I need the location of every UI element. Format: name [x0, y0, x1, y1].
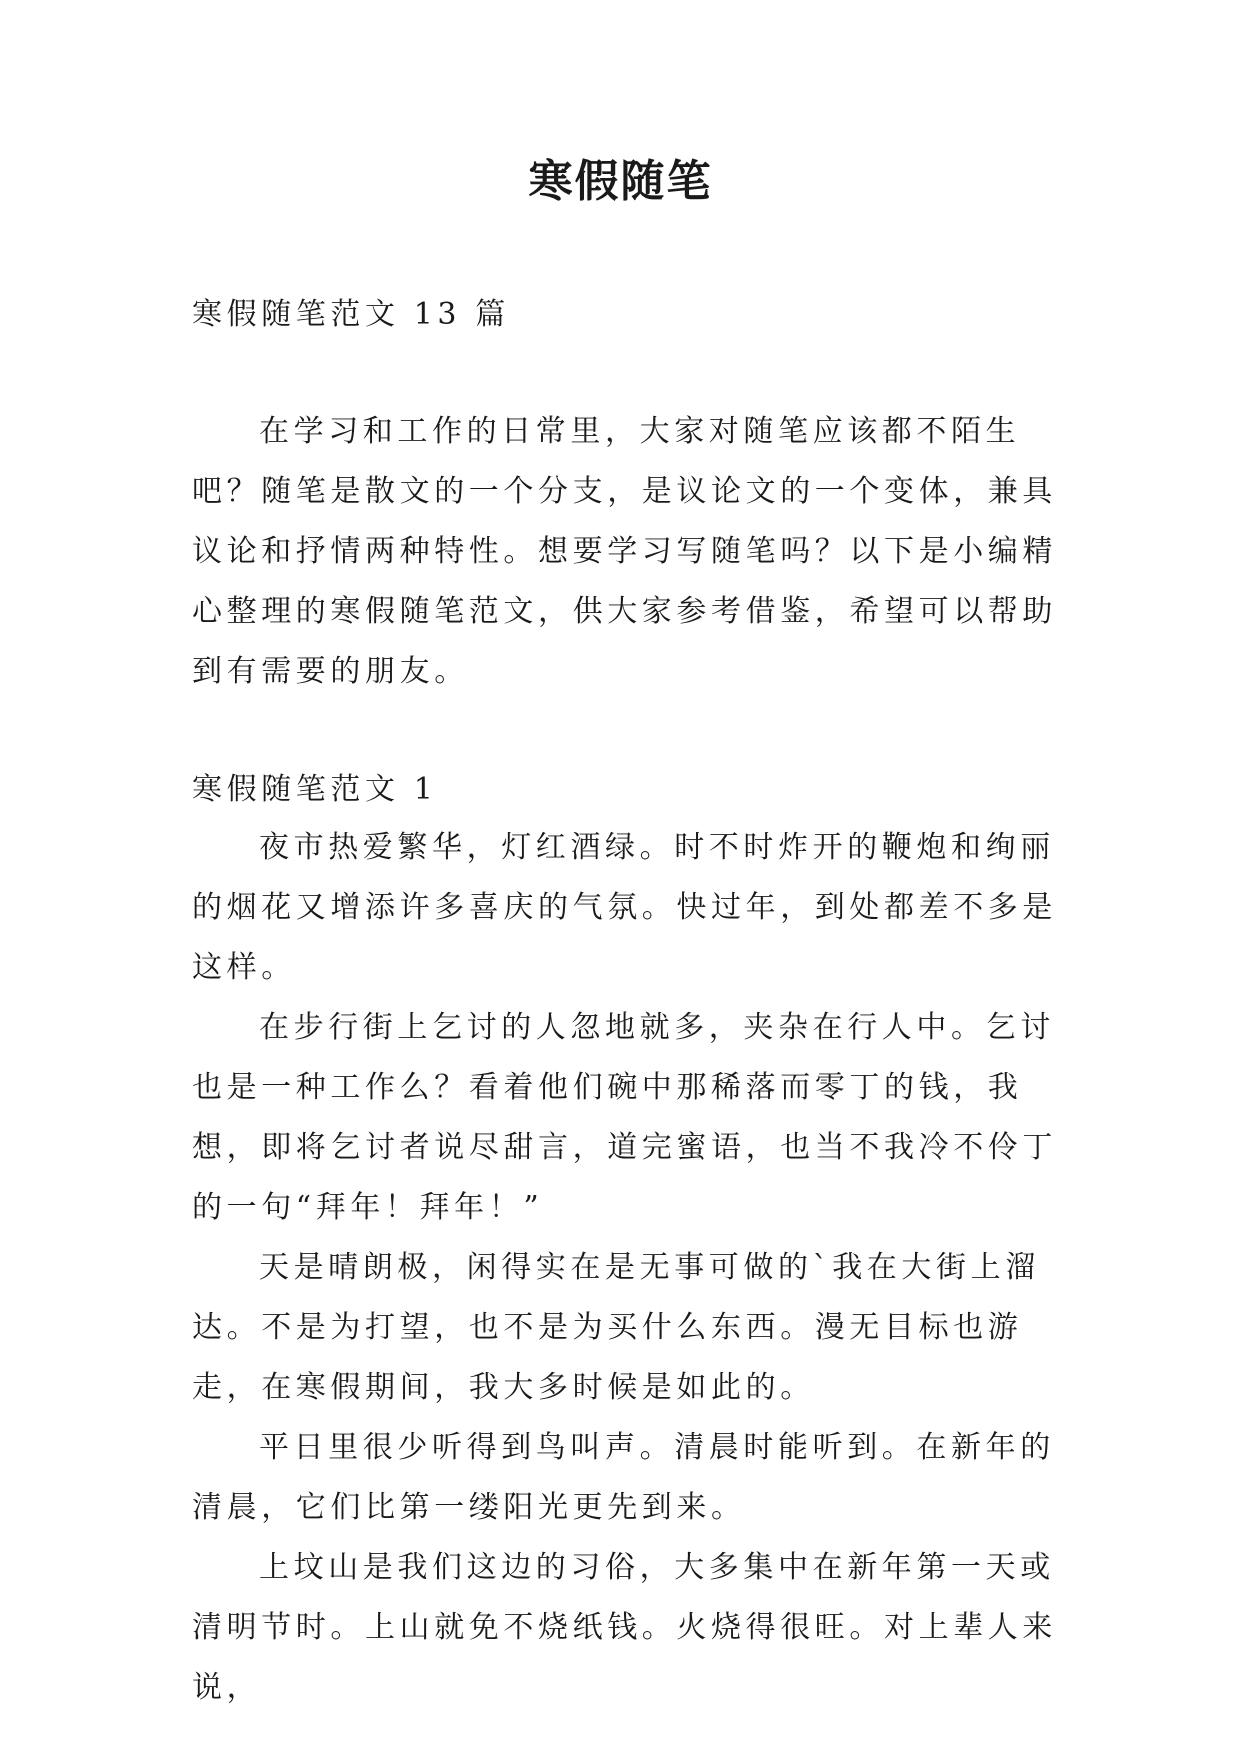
body-paragraph: 上坟山是我们这边的习俗，大多集中在新年第一天或清明节时。上山就免不烧纸钱。火烧得很旺。对上辈人来说，	[192, 1550, 1057, 1705]
section-body	[192, 818, 1072, 1718]
document-title: 寒假随笔	[528, 156, 713, 207]
section-heading: 寒假随笔范文 1	[192, 772, 438, 807]
body-paragraph: 夜市热爱繁华，灯红酒绿。时不时炸开的鞭炮和绚丽的烟花又增添许多喜庆的气氛。快过年，到处都差不多是这样。	[192, 830, 1057, 985]
intro-paragraph-block	[192, 402, 1072, 702]
subtitle-text: 寒假随笔范文 13 篇	[192, 297, 510, 332]
document-subtitle	[192, 285, 1072, 345]
intro-paragraph: 在学习和工作的日常里，大家对随笔应该都不陌生吧？随笔是散文的一个分支，是议论文的一个变体，兼具议论和抒情两种特性。想要学习写随笔吗？以下是小编精心整理的寒假随笔范文，供大家参考借鉴，希望可以帮助到有需要的朋友。	[192, 414, 1057, 689]
body-paragraph: 平日里很少听得到鸟叫声。清晨时能听到。在新年的清晨，它们比第一缕阳光更先到来。	[192, 1430, 1055, 1525]
section-heading-block	[192, 760, 1072, 820]
body-paragraph: 天是晴朗极，闲得实在是无事可做的`我在大街上溜达。不是为打望，也不是为买什么东西。漫无目标也游走，在寒假期间，我大多时候是如此的。	[192, 1250, 1040, 1405]
body-paragraph: 在步行街上乞讨的人忽地就多，夹杂在行人中。乞讨也是一种工作么？看着他们碗中那稀落而零丁的钱，我想，即将乞讨者说尽甜言，道完蜜语，也当不我冷不伶丁的一句“拜年！拜年！”	[192, 1010, 1057, 1225]
